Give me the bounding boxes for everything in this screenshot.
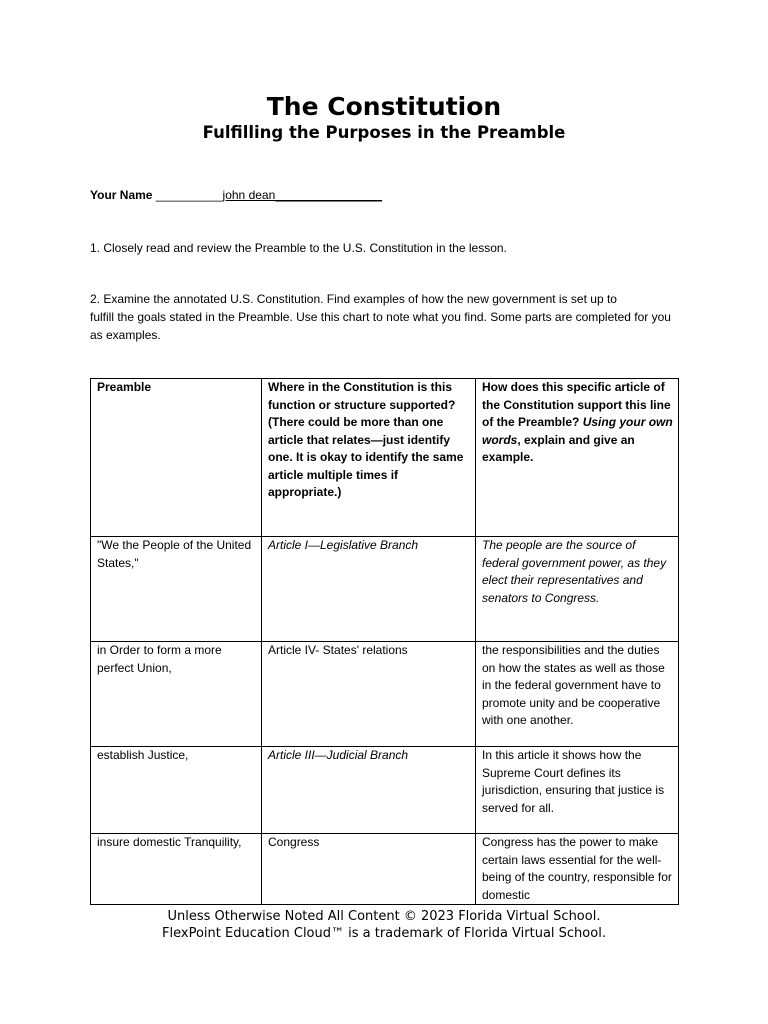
cell-where-text: Article III—Judicial Branch: [268, 748, 409, 762]
cell-preamble[interactable]: in Order to form a more perfect Union,: [91, 642, 262, 747]
name-value: john dean: [222, 188, 276, 202]
instruction-step-1: 1. Closely read and review the Preamble to the U.S. Constitution in the lesson.: [90, 241, 507, 255]
table-header-row: [91, 379, 679, 537]
cell-where-text: Article I—Legislative Branch: [268, 538, 419, 552]
cell-how[interactable]: the responsibilities and the duties on how the states as well as those in the federal government have to promote unity and be cooperative with one another.: [476, 642, 679, 747]
cell-preamble[interactable]: establish Justice,: [91, 747, 262, 834]
cell-where[interactable]: [262, 747, 476, 834]
header-how-text-2: , explain and give an example.: [482, 432, 635, 464]
page-subtitle: Fulfilling the Purposes in the Preamble: [202, 123, 566, 142]
instruction-step-2-line-1: 2. Examine the annotated U.S. Constitution. Find examples of how the new government is set up to: [90, 292, 617, 306]
footer-copyright: Unless Otherwise Noted All Content © 2023 Florida Virtual School.: [167, 909, 601, 924]
instruction-step-2-rest: fulfill the goals stated in the Preamble. Use this chart to note what you find. Some parts are completed for you as examples.: [90, 310, 671, 342]
cell-how[interactable]: In this article it shows how the Supreme Court defines its jurisdiction, ensuring that justice is served for all.: [476, 747, 679, 834]
table-row: [91, 642, 679, 747]
cell-how[interactable]: Congress has the power to make certain laws essential for the well-being of the country, responsible for domestic: [476, 834, 679, 905]
cell-how[interactable]: [476, 537, 679, 642]
cell-where[interactable]: Article IV- States' relations: [262, 642, 476, 747]
preamble-chart: [90, 378, 679, 905]
header-where: Where in the Constitution is this function or structure supported? (There could be more than one article that relates—just identify one. It is okay to identify the same article multiple times if appropriate.): [262, 379, 476, 537]
page-title: The Constitution: [266, 92, 502, 121]
cell-preamble[interactable]: insure domestic Tranquility,: [91, 834, 262, 905]
table-row: [91, 537, 679, 642]
instruction-step-2: [90, 290, 680, 344]
table-row: [91, 834, 679, 905]
header-how-text-1: How does this specific article of the Constitution support this line of the Preamble?: [482, 380, 671, 429]
cell-preamble[interactable]: "We the People of the United States,": [91, 537, 262, 642]
header-preamble: Preamble: [91, 379, 262, 537]
footer-trademark: FlexPoint Education Cloud™ is a trademark of Florida Virtual School.: [162, 926, 606, 941]
name-blank-suffix: ________________: [275, 188, 383, 202]
header-how: [476, 379, 679, 537]
cell-how-text: The people are the source of federal government power, as they elect their representatives and senators to Congress.: [482, 538, 667, 605]
cell-where[interactable]: [262, 537, 476, 642]
header-how-italic: Using your own words: [482, 415, 673, 447]
name-field[interactable]: [90, 187, 382, 203]
name-blank-prefix: __________: [152, 188, 223, 202]
table-row: [91, 747, 679, 834]
name-label: Your Name: [90, 188, 153, 202]
cell-where[interactable]: Congress: [262, 834, 476, 905]
